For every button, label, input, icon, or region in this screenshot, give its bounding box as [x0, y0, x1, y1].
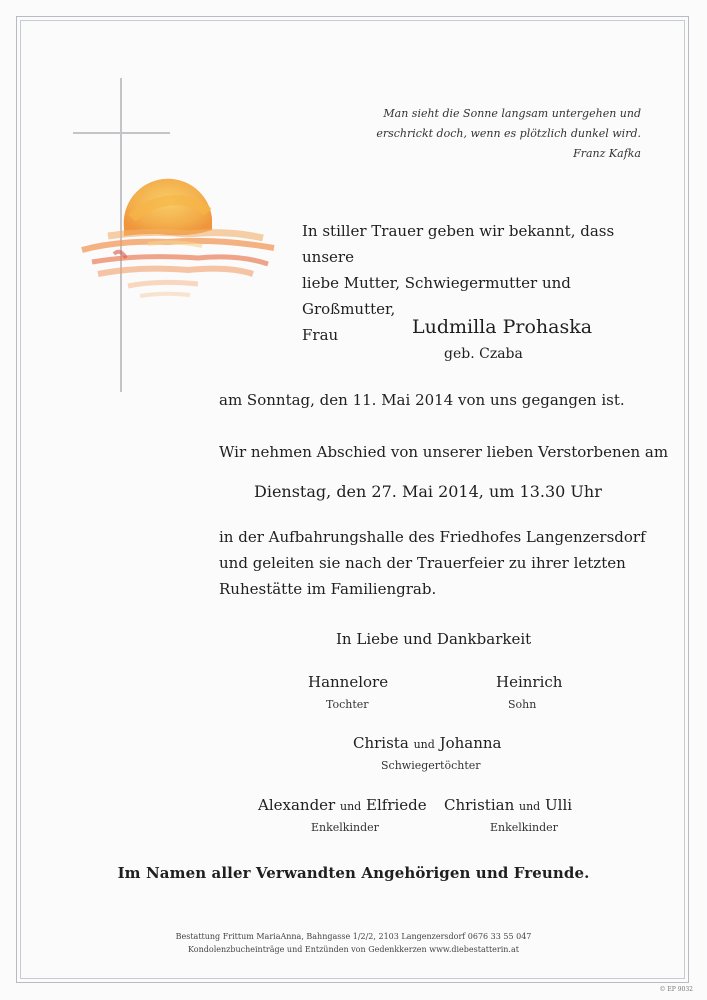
kafka-quote: [376, 104, 641, 164]
grandchildren-names-2: [444, 796, 572, 814]
death-date-text: am Sonntag, den 11. Mai 2014 von uns gegangen ist.: [219, 391, 625, 409]
birth-name: geb. Czaba: [444, 346, 523, 362]
and-joiner: und: [519, 800, 541, 813]
cross-horizontal-bar: [73, 132, 170, 134]
closing-line: Im Namen aller Verwandten Angehörigen und Freunde.: [117, 864, 590, 882]
daughter-name: Hannelore: [308, 673, 389, 691]
and-joiner: und: [413, 738, 435, 751]
daughter-in-law-2: Johanna: [439, 734, 502, 752]
location-line-3: Ruhestätte im Familiengrab.: [219, 580, 437, 598]
grandchildren-role-2: Enkelkinder: [490, 821, 558, 834]
funeral-date: Dienstag, den 27. Mai 2014, um 13.30 Uhr: [254, 482, 602, 501]
daughter-in-law-1: Christa: [353, 734, 409, 752]
grandchild-alexander: Alexander: [258, 796, 336, 814]
grandchild-ulli: Ulli: [545, 796, 573, 814]
location-line-2: und geleiten sie nach der Trauerfeier zu ihrer letzten: [219, 554, 626, 572]
funeral-location: [219, 524, 649, 602]
daughters-in-law-names: [353, 734, 501, 752]
copyright-mark: © EP 9032: [659, 986, 693, 993]
intro-line-1: In stiller Trauer geben wir bekannt, dass unsere: [302, 222, 615, 266]
undertaker-address: Bestattung Frittum MariaAnna, Bahngasse 1/2/2, 2103 Langenzersdorf 0676 33 55 047: [175, 932, 532, 941]
love-gratitude-text: In Liebe und Dankbarkeit: [336, 630, 532, 648]
son-name: Heinrich: [496, 673, 563, 691]
quote-author: Franz Kafka: [573, 147, 641, 160]
grandchild-christian: Christian: [444, 796, 515, 814]
grandchildren-role-1: Enkelkinder: [311, 821, 379, 834]
intro-line-3: Frau: [302, 326, 339, 344]
daughters-in-law-role: Schwiegertöchter: [381, 759, 481, 772]
intro-line-2: liebe Mutter, Schwiegermutter und Großmutter,: [302, 274, 571, 318]
farewell-text: Wir nehmen Abschied von unserer lieben Verstorbenen am: [219, 443, 669, 461]
daughter-role: Tochter: [326, 698, 369, 711]
and-joiner: und: [340, 800, 362, 813]
grandchildren-names-1: [258, 796, 427, 814]
son-role: Sohn: [508, 698, 537, 711]
condolence-info: Kondolenzbucheinträge und Entzünden von Gedenkkerzen www.diebestatterin.at: [188, 945, 519, 954]
location-line-1: in der Aufbahrungshalle des Friedhofes Langenzersdorf: [219, 528, 646, 546]
sunset-watercolor-illustration: [78, 178, 278, 308]
deceased-name: Ludmilla Prohaska: [412, 316, 593, 338]
grandchild-elfriede: Elfriede: [366, 796, 427, 814]
quote-line-2: erschrickt doch, wenn es plötzlich dunkel wird.: [376, 127, 641, 140]
quote-line-1: Man sieht die Sonne langsam untergehen und: [383, 107, 641, 120]
